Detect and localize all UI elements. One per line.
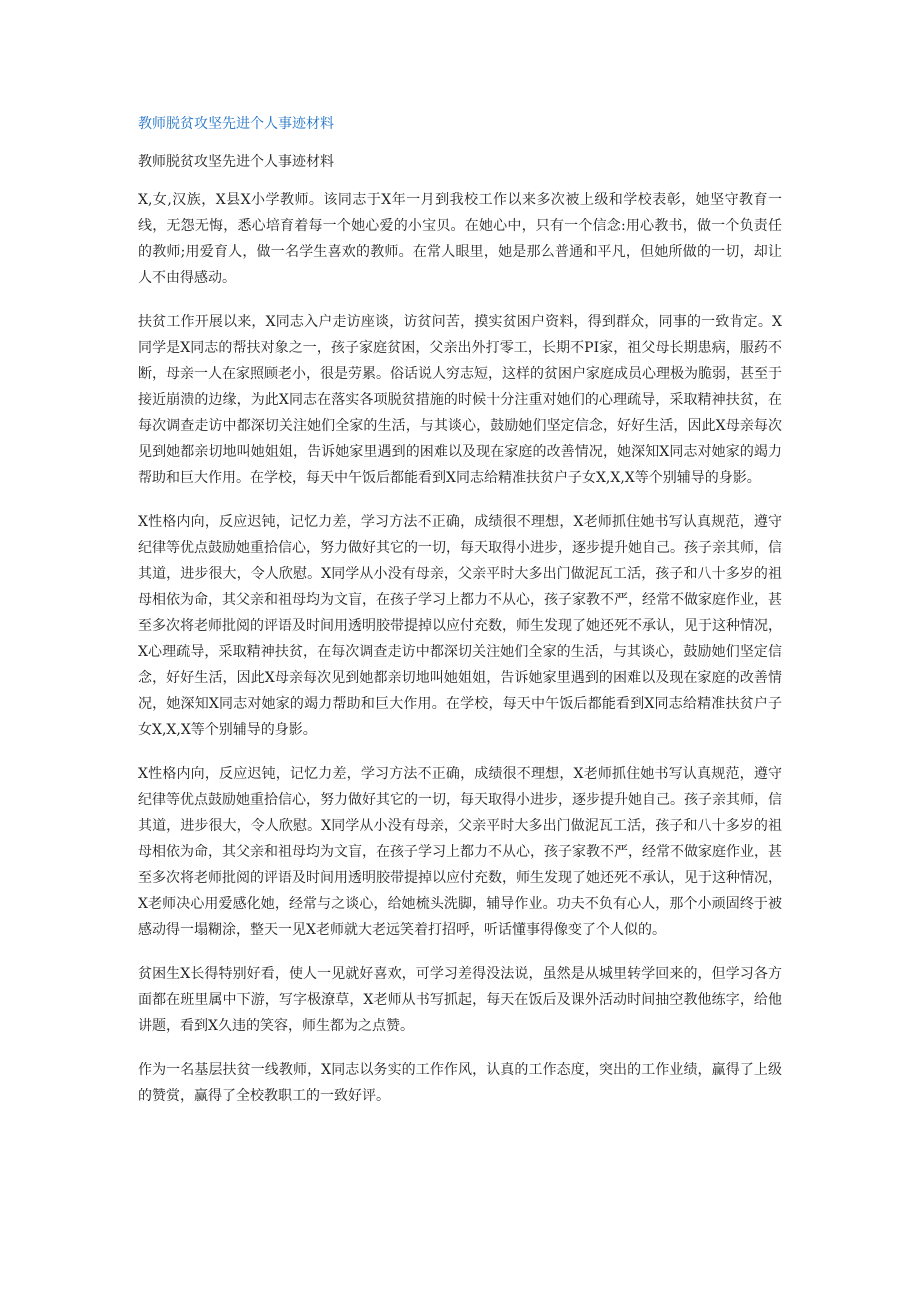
paragraph-poor-student: 贫困生X长得特别好看，使人一见就好喜欢，可学习差得没法说，虽然是从城里转学回来的，但学习各方面都在班里属中下游，写字极潦草，X老师从书写抓起，每天在饭后及课外活动时间抽空教他练字，给他讲题，看到X久违的笑容，师生都为之点赞。 [138,966,782,1034]
paragraph-student-help-1: X性格内向，反应迟钝，记忆力差，学习方法不正确，成绩很不理想，X老师抓住她书写认真规范，遵守纪律等优点鼓励她重拾信心，努力做好其它的一切，每天取得小进步，逐步提升她自己。孩子亲其师，信其道，进步很大，令人欣慰。X同学从小没有母亲，父亲平时大多出门做泥瓦工活，孩子和八十多岁的祖母相依为命，其父亲和祖母均为文盲，在孩子学习上都力不从心，孩子家教不严，经常不做家庭作业，甚至多次将老师批阅的评语及时间用透明胶带提掉以应付充数，师生发现了她还死不承认，见于这种情况，X心理疏导，采取精神扶贫，在每次调查走访中都深切关注她们全家的生活，与其谈心，鼓励她们坚定信念，好好生活，因此X母亲每次见到她都亲切地叫她姐姐，告诉她家里遇到的困难以及现在家庭的改善情况，她深知X同志对她家的竭力帮助和巨大作用。在学校，每天中午饭后都能看到X同志给精准扶贫户子女X,X,X等个别辅导的身影。 [138,514,782,738]
document-link-title[interactable]: 教师脱贫攻坚先进个人事迹材料 [138,116,334,132]
document-page [138,112,782,1127]
paragraph-student-help-2: X性格内向，反应迟钝，记忆力差，学习方法不正确，成绩很不理想，X老师抓住她书写认真规范，遵守纪律等优点鼓励她重拾信心，努力做好其它的一切，每天取得小进步，逐步提升她自己。孩子亲其师，信其道，进步很大，令人欣慰。X同学从小没有母亲，父亲平时大多出门做泥瓦工活，孩子和八十多岁的祖母相依为命，其父亲和祖母均为文盲，在孩子学习上都力不从心，孩子家教不严，经常不做家庭作业，甚至多次将老师批阅的评语及时间用透明胶带提掉以应付充数，师生发现了她还死不承认，见于这种情况，X老师决心用爱感化她，经常与之谈心，给她梳头洗脚，辅导作业。功夫不负有心人，那个小顽固终于被感动得一塌糊涂，整天一见X老师就大老远笑着打招呼，听话懂事得像变了个人似的。 [138,766,782,938]
paragraph-poverty-work: 扶贫工作开展以来，X同志入户走访座谈，访贫问苦，摸实贫困户资料，得到群众，同事的一致肯定。X同学是X同志的帮扶对象之一，孩子家庭贫困，父亲出外打零工，长期不PI家，祖父母长期患病，服药不断，母亲一人在家照顾老小，很是劳累。俗话说人穷志短，这样的贫困户家庭成员心理极为脆弱，甚至于接近崩溃的边缘，为此X同志在落实各项脱贫措施的时候十分注重对她们的心理疏导，采取精神扶贫，在每次调查走访中都深切关注她们全家的生活，与其谈心，鼓励她们坚定信念，好好生活，因此X母亲每次见到她都亲切地叫她姐姐，告诉她家里遇到的困难以及现在家庭的改善情况，她深知X同志对她家的竭力帮助和巨大作用。在学校，每天中午饭后都能看到X同志给精准扶贫户子女X,X,X等个别辅导的身影。 [138,314,782,486]
document-title: 教师脱贫攻坚先进个人事迹材料 [138,154,334,170]
paragraph-conclusion: 作为一名基层扶贫一线教师，X同志以务实的工作作风，认真的工作态度，突出的工作业绩，赢得了上级的赞赏，赢得了全校教职工的一致好评。 [138,1062,782,1104]
paragraph-intro: X,女,汉族，X县X小学教师。该同志于X年一月到我校工作以来多次被上级和学校表彰，她坚守教育一线，无怨无悔，悉心培育着每一个她心爱的小宝贝。在她心中，只有一个信念:用心教书，做一个负责任的教师;用爱育人，做一名学生喜欢的教师。在常人眼里，她是那么普通和平凡，但她所做的一切，却让人不由得感动。 [138,192,782,286]
